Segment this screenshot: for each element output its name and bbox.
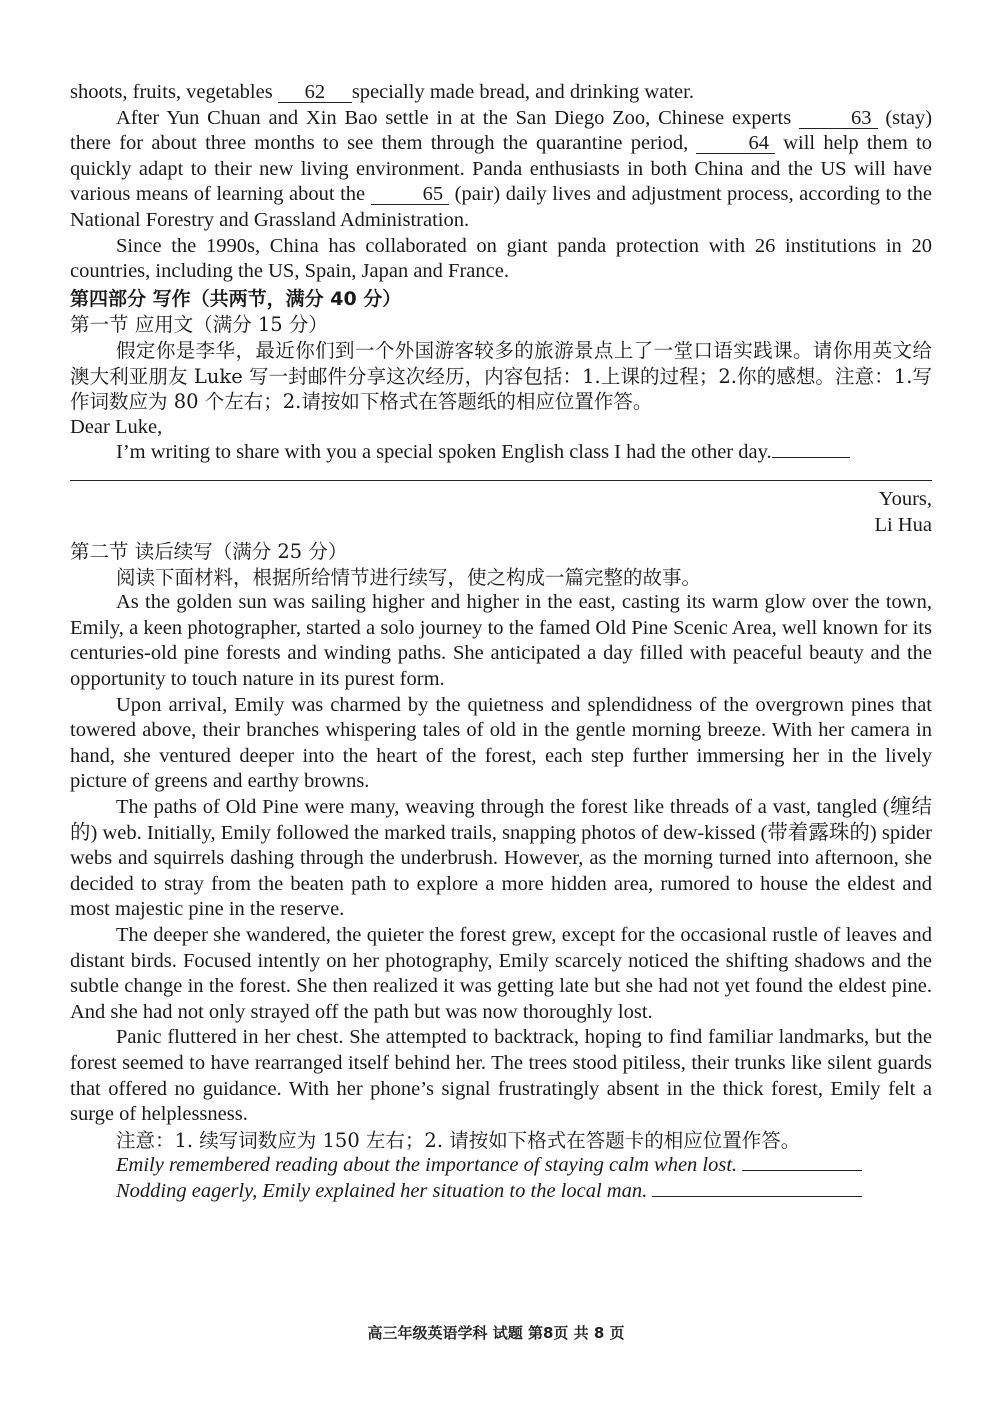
story-paragraph: The paths of Old Pine were many, weaving through the forest like threads of a vast, tangled (缠结的) web. Initially, Emily followed the marked trails, snapping photos of dew-kissed (带着露珠的) spider webs and squirrels dashing through the underbrush. However, as the morning turned into afternoon, she decided to stray from the beaten path to explore a more hidden area, rumored to house the eldest and most majestic pine in the reserve. (70, 796, 932, 921)
story-paragraph: Panic fluttered in her chest. She attempted to backtrack, hoping to find familiar landmarks, but the forest seemed to have rearranged itself behind her. The trees stood pitiless, their trunks like silent guards that offered no guidance. With her phone’s signal frustratingly absent in the thick forest, Emily felt a surge of helplessness. (70, 1026, 932, 1126)
text-span: will help them to quickly adapt to their new living environment. Panda enthusiasts in both China and the US will have various means of learning about the (70, 132, 933, 206)
blank-65: 65 (371, 184, 450, 205)
letter-closing: Yours, (878, 487, 932, 510)
text-span: (pair) daily lives and adjustment process, according to the National Forestry and Grassland Administration. (70, 183, 932, 231)
blank-64: 64 (696, 133, 775, 154)
answer-line[interactable] (652, 1180, 862, 1197)
letter-opening (70, 440, 932, 466)
passage-paragraph (70, 106, 932, 234)
text-span: shoots, fruits, vegetables (70, 81, 273, 103)
exam-page (70, 80, 932, 1205)
story-paragraph: As the golden sun was sailing higher and higher in the east, casting its warm glow over the town, Emily, a keen photographer, started a solo journey to the famed Old Pine Scenic Area, well known for its centuries-old pine forests and winding paths. She anticipated a day filled with peaceful beauty and the opportunity to touch nature in its purest form. (70, 591, 932, 691)
text-span: specially made bread, and drinking water. (351, 81, 694, 103)
story-paragraph: Upon arrival, Emily was charmed by the quietness and splendidness of the overgrown pines that towered above, their branches whispering tales of old in the gentle morning breeze. With her camera in hand, she ventured deeper into the heart of the forest, each step further immersing her in the lively picture of greens and earthy browns. (70, 693, 932, 793)
section2-heading: 第二节 读后续写（满分 25 分） (70, 540, 348, 564)
section1-prompt: 假定你是李华，最近你们到一个外国游客较多的旅游景点上了一堂口语实践课。请你用英文给澳大利亚朋友 Luke 写一封邮件分享这次经历，内容包括：1.上课的过程；2.你的感想。注意：1.写作词数应为 80 个左右；2.请按如下格式在答题纸的相应位置作答。 (70, 338, 932, 414)
text-span: Nodding eagerly, Emily explained her situation to the local man. (116, 1179, 648, 1202)
blank-62: 62 (278, 82, 352, 103)
text-span: After Yun Chuan and Xin Bao settle in at the San Diego Zoo, Chinese experts (116, 106, 792, 129)
letter-signature: Li Hua (874, 513, 932, 536)
passage-paragraph: Since the 1990s, China has collaborated on giant panda protection with 26 institutions in 20 countries, including the US, Spain, Japan and France. (70, 234, 932, 283)
section1-heading: 第一节 应用文（满分 15 分） (70, 313, 328, 337)
passage-line (70, 80, 932, 106)
continuation-1 (70, 1153, 932, 1179)
part4-heading: 第四部分 写作（共两节，满分 40 分） (70, 287, 402, 310)
blank-63: 63 (799, 108, 878, 129)
text-span: (stay) there for about three months to see them through the quarantine period, (70, 106, 933, 155)
answer-line[interactable] (70, 466, 932, 481)
answer-line[interactable] (772, 441, 850, 458)
page-footer: 高三年级英语学科 试题 第8页 共 8 页 (367, 1324, 625, 1342)
section2-instruction: 阅读下面材料，根据所给情节进行续写，使之构成一篇完整的故事。 (116, 565, 702, 589)
section2-note: 注意：1. 续写词数应为 150 左右；2. 请按如下格式在答题卡的相应位置作答。 (116, 1128, 801, 1152)
answer-line[interactable] (742, 1154, 862, 1171)
continuation-2 (70, 1179, 932, 1205)
story-paragraph: The deeper she wandered, the quieter the forest grew, except for the occasional rustle of leaves and distant birds. Focused intently on her photography, Emily scarcely noticed the shifting shadows and the subtle change in the forest. She then realized it was getting late but she had not yet found the eldest pine. And she had not only strayed off the path but was now thoroughly lost. (70, 924, 932, 1023)
text-span: Emily remembered reading about the importance of staying calm when lost. (116, 1154, 738, 1177)
salutation: Dear Luke, (70, 415, 163, 438)
text-span: I’m writing to share with you a special spoken English class I had the other day. (116, 441, 772, 464)
